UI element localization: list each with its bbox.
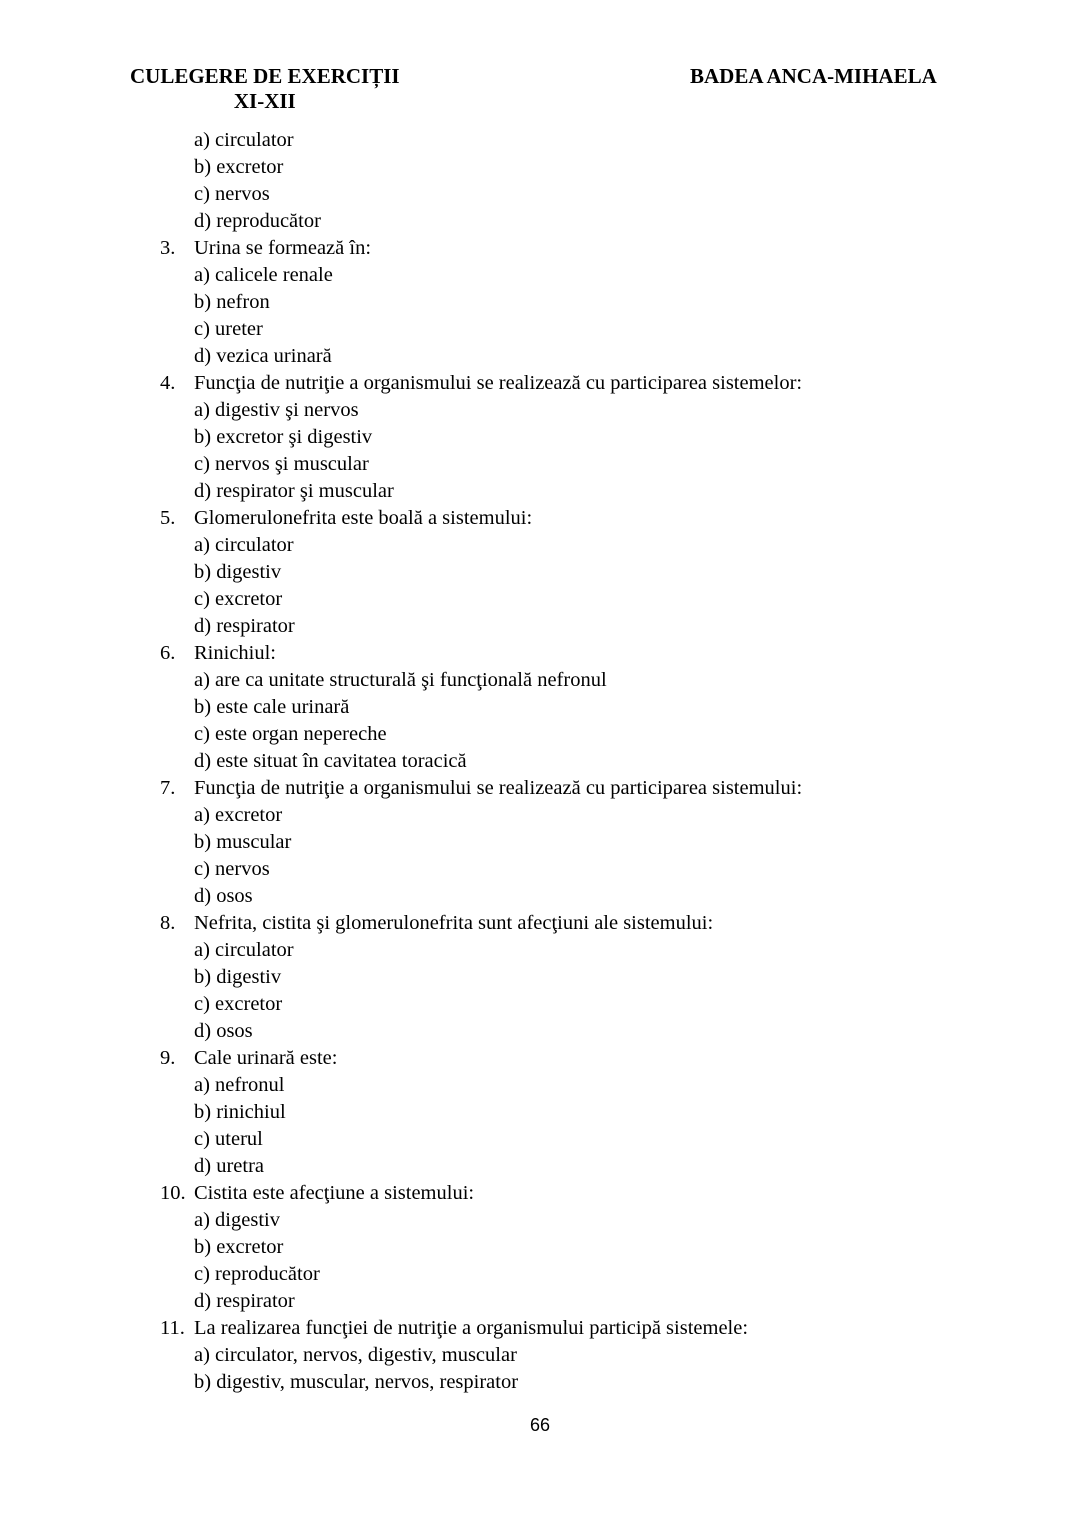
question-number: 11.	[160, 1317, 185, 1339]
answer-option: a) digestiv	[194, 1209, 280, 1231]
question-number: 9.	[160, 1047, 176, 1069]
answer-option: b) excretor şi digestiv	[194, 426, 373, 448]
answer-option: c) este organ nepereche	[194, 723, 387, 745]
question-number: 8.	[160, 912, 176, 934]
answer-option: d) este situat în cavitatea toracică	[194, 750, 467, 772]
answer-option: d) vezica urinară	[194, 345, 332, 367]
answer-option: b) rinichiul	[194, 1101, 286, 1123]
answer-option: d) osos	[194, 1020, 253, 1042]
answer-option: b) muscular	[194, 831, 292, 853]
question-text: Glomerulonefrita este boală a sistemului:	[194, 507, 533, 529]
answer-option: a) calicele renale	[194, 264, 333, 286]
answer-option: b) excretor	[194, 1236, 284, 1258]
question-number: 6.	[160, 642, 176, 664]
book-title	[130, 64, 400, 114]
answer-option: b) digestiv, muscular, nervos, respirator	[194, 1371, 519, 1393]
question-number: 3.	[160, 237, 176, 259]
question-number: 5.	[160, 507, 176, 529]
answer-option: b) digestiv	[194, 966, 282, 988]
question-number: 7.	[160, 777, 176, 799]
answer-option: a) excretor	[194, 804, 283, 826]
question-text: Funcţia de nutriţie a organismului se realizează cu participarea sistemelor:	[194, 372, 803, 394]
answer-option: d) respirator	[194, 1290, 295, 1312]
answer-option: c) excretor	[194, 993, 283, 1015]
answer-option: a) circulator	[194, 939, 294, 961]
answer-option: a) circulator	[194, 129, 294, 151]
answer-option: c) nervos	[194, 858, 270, 880]
answer-option: b) excretor	[194, 156, 284, 178]
question-number: 10.	[160, 1182, 186, 1204]
author-name: BADEA ANCA-MIHAELA	[690, 64, 937, 88]
question-text: Cale urinară este:	[194, 1047, 338, 1069]
answer-option: c) ureter	[194, 318, 263, 340]
book-title-line2: XI-XII	[233, 89, 296, 113]
answer-option: c) nervos şi muscular	[194, 453, 369, 475]
question-text: Funcţia de nutriţie a organismului se realizează cu participarea sistemului:	[194, 777, 803, 799]
answer-option: b) nefron	[194, 291, 270, 313]
answer-option: a) nefronul	[194, 1074, 285, 1096]
question-text: La realizarea funcţiei de nutriţie a organismului participă sistemele:	[194, 1317, 749, 1339]
answer-option: a) circulator	[194, 534, 294, 556]
answer-option: d) reproducător	[194, 210, 321, 232]
answer-option: a) circulator, nervos, digestiv, muscular	[194, 1344, 517, 1366]
answer-option: d) uretra	[194, 1155, 264, 1177]
answer-option: b) digestiv	[194, 561, 282, 583]
answer-option: a) are ca unitate structurală şi funcţională nefronul	[194, 669, 607, 691]
question-text: Nefrita, cistita şi glomerulonefrita sunt afecţiuni ale sistemului:	[194, 912, 714, 934]
answer-option: a) digestiv şi nervos	[194, 399, 359, 421]
answer-option: c) excretor	[194, 588, 283, 610]
answer-option: d) respirator	[194, 615, 295, 637]
answer-option: d) respirator şi muscular	[194, 480, 394, 502]
answer-option: c) nervos	[194, 183, 270, 205]
book-title-line1: CULEGERE DE EXERCIȚII	[130, 64, 400, 88]
question-text: Urina se formează în:	[194, 237, 372, 259]
question-number: 4.	[160, 372, 176, 394]
answer-option: c) uterul	[194, 1128, 263, 1150]
answer-option: c) reproducător	[194, 1263, 320, 1285]
question-text: Rinichiul:	[194, 642, 276, 664]
answer-option: d) osos	[194, 885, 253, 907]
page-number: 66	[529, 1415, 551, 1435]
answer-option: b) este cale urinară	[194, 696, 350, 718]
question-text: Cistita este afecţiune a sistemului:	[194, 1182, 475, 1204]
